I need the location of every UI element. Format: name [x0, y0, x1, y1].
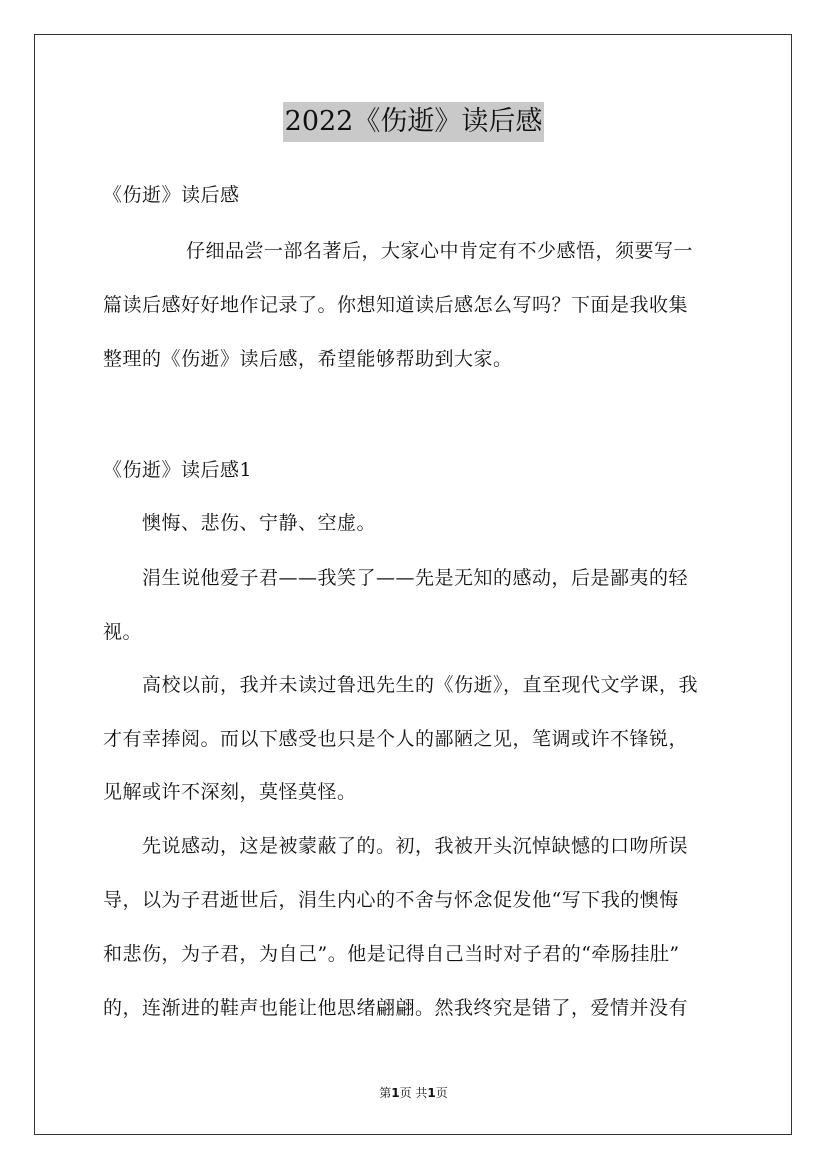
- intro-line: 篇读后感好好地作记录了。你想知道读后感怎么写吗？下面是我收集: [103, 294, 689, 316]
- paragraph-line: 先说感动，这是被蒙蔽了的。初，我被开头沉悼缺憾的口吻所误: [142, 835, 689, 857]
- footer-mid: 页 共: [399, 1086, 428, 1100]
- footer-page-number: 1: [391, 1086, 400, 1100]
- paragraph-line: 才有幸捧阅。而以下感受也只是个人的鄙陋之见，笔调或许不锋锐，: [103, 728, 689, 750]
- intro-line: 仔细品尝一部名著后，大家心中肯定有不少感悟，须要写一: [186, 240, 694, 262]
- paragraph-line: 懊悔、悲伤、宁静、空虚。: [142, 512, 377, 534]
- paragraph-line: 的，连渐进的鞋声也能让他思绪翩翩。然我终究是错了，爱情并没有: [103, 997, 689, 1019]
- section-heading: 《伤逝》读后感1: [103, 459, 253, 481]
- intro-line: 整理的《伤逝》读后感，希望能够帮助到大家。: [103, 348, 513, 370]
- footer-page-total: 1: [427, 1086, 436, 1100]
- paragraph-line: 见解或许不深刻，莫怪莫怪。: [103, 781, 357, 803]
- page-footer: [0, 1084, 827, 1101]
- document-title: [0, 102, 827, 142]
- paragraph-line: 导，以为子君逝世后，涓生内心的不舍与怀念促发他“写下我的懊悔: [103, 889, 679, 911]
- paragraph-line: 视。: [103, 621, 143, 643]
- title-text: 2022《伤逝》读后感: [283, 102, 545, 142]
- footer-suffix: 页: [435, 1086, 448, 1100]
- paragraph-line: 涓生说他爱子君——我笑了——先是无知的感动，后是鄙夷的轻: [142, 567, 689, 589]
- subtitle: 《伤逝》读后感: [103, 184, 240, 206]
- footer-prefix: 第: [379, 1086, 392, 1100]
- paragraph-line: 高校以前，我并未读过鲁迅先生的《伤逝》，直至现代文学课，我: [142, 674, 699, 696]
- paragraph-line: 和悲伤，为子君，为自己”。他是记得自己当时对子君的“牵肠挂肚”: [103, 943, 680, 965]
